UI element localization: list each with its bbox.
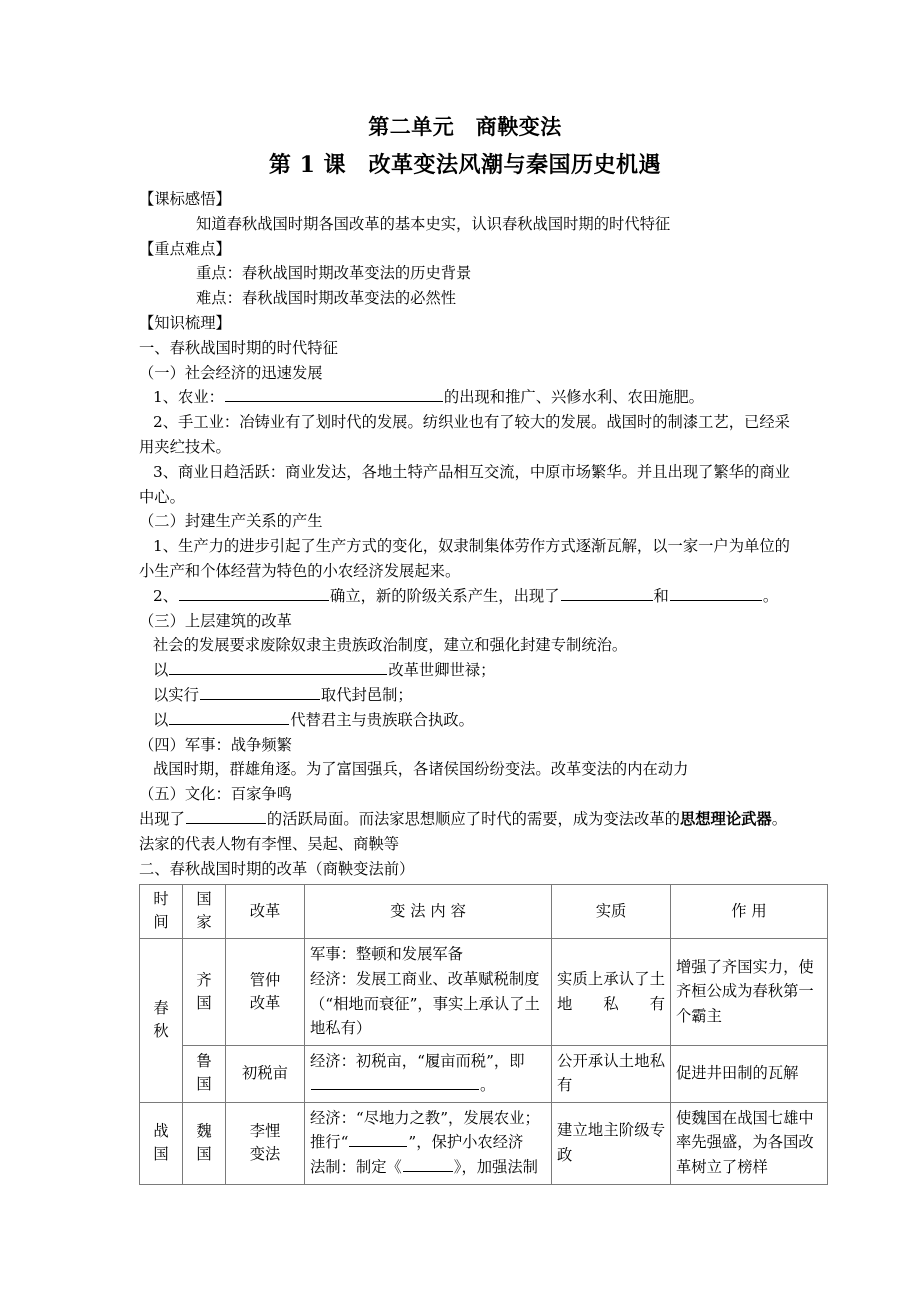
item-agriculture-post: 的出现和推广、兴修水利、农田施肥。 [443, 388, 704, 407]
row-content-wei [305, 1102, 552, 1184]
culture-pre: 出现了 [139, 809, 185, 828]
row-content-lu [305, 1045, 552, 1102]
row-reform-line2: 改革 [249, 993, 281, 1012]
row-essence-qi: 实质上承认了土地私有 [552, 939, 671, 1045]
content-line-economy [310, 1049, 546, 1074]
superstructure-item-b [139, 683, 791, 708]
super-a-pre: 以 [153, 661, 169, 680]
row-reform-likui [226, 1102, 305, 1184]
content-line3-pre: 法制：制定《 [310, 1158, 402, 1177]
item-class-and: 和 [653, 586, 669, 605]
item-class-mid: 确立，新的阶级关系产生，出现了 [330, 586, 560, 605]
header-reform: 改革 [226, 885, 305, 939]
reform-comparison-table [139, 884, 828, 1184]
table-row [140, 939, 828, 1045]
row-essence-lu: 公开承认土地私有 [552, 1045, 671, 1102]
table-row [140, 1102, 828, 1184]
wei-law-blank[interactable] [403, 1156, 453, 1172]
military-body: 战国时期，群雄角逐。为了富国强兵，各诸侯国纷纷变法。改革变法的内在动力 [153, 760, 689, 779]
part-one-title: 一、春秋战国时期的时代特征 [139, 338, 338, 357]
header-time-line2: 间 [153, 913, 169, 932]
document-content [139, 112, 814, 1185]
content-line-economy: 经济：发展工商业、改革赋税制度（“相地而衰征”，事实上承认了土地私有） [310, 969, 540, 1038]
row-effect-wei: 使魏国在战国七雄中率先强盛，为各国改革树立了榜样 [671, 1102, 828, 1184]
superstructure-intro: 社会的发展要求废除奴隶主贵族政治制度，建立和强化封建专制统治。 [153, 636, 628, 655]
item-handicraft: 2、手工业：冶铸业有了划时代的发展。纺织业也有了较大的发展。战国时的制漆工艺，已经采用夹纻技术。 [139, 413, 790, 456]
content-post: 。 [480, 1076, 496, 1095]
row-essence-wei: 建立地主阶级专政 [552, 1102, 671, 1184]
class-blank-2[interactable] [561, 585, 653, 601]
item-productivity: 1、生产力的进步引起了生产方式的变化，奴隶制集体劳作方式逐渐瓦解，以一家一户为单位的小生产和个体经营为特色的小农经济发展起来。 [139, 537, 790, 580]
item-agriculture-pre: 1、农业： [153, 388, 224, 407]
row-time-line1: 战 [153, 1121, 169, 1140]
item-class-relations [139, 584, 791, 609]
wei-policy-blank[interactable] [349, 1131, 407, 1147]
content-line-law [310, 1155, 546, 1180]
row-time-line1: 春 [153, 999, 169, 1018]
super-c-pre: 以 [153, 710, 169, 729]
unit-title: 第二单元 商鞅变法 [368, 114, 562, 139]
row-effect-qi: 增强了齐国实力，使齐桓公成为春秋第一个霸主 [671, 939, 828, 1045]
content-line-economy: 经济：“尽地力之教”，发展农业； [310, 1108, 540, 1127]
item-class-end: 。 [762, 586, 779, 605]
row-reform-line2: 变法 [249, 1144, 281, 1163]
content-line-military: 军事：整顿和发展军备 [310, 945, 463, 964]
row-state-line1: 齐 [196, 970, 212, 989]
focus-point: 重点：春秋战国时期改革变法的历史背景 [196, 264, 472, 283]
super-blank-a[interactable] [169, 659, 387, 675]
content-blank-line [310, 1073, 546, 1098]
agriculture-blank[interactable] [225, 386, 443, 402]
row-time-line2: 国 [153, 1144, 169, 1163]
table-header-row [140, 885, 828, 939]
content-line3-post: 》，加强法制 [453, 1158, 538, 1177]
class-blank-1[interactable] [179, 585, 329, 601]
table-row [140, 1045, 828, 1102]
row-reform-line1: 李悝 [249, 1121, 281, 1140]
row-reform-chushuimu: 初税亩 [226, 1045, 305, 1102]
lu-content-blank[interactable] [311, 1074, 479, 1090]
super-a-post: 改革世卿世禄； [388, 661, 496, 680]
row-reform-guanzhong [226, 939, 305, 1045]
header-state-line1: 国 [196, 890, 212, 909]
sub-five-title: （五）文化：百家争鸣 [139, 785, 292, 804]
sub-three-title: （三）上层建筑的改革 [139, 611, 292, 630]
super-b-pre: 以实行 [153, 685, 199, 704]
row-state-line2: 国 [196, 993, 212, 1012]
row-state-line1: 魏 [196, 1121, 212, 1140]
header-essence: 实质 [552, 885, 671, 939]
culture-end: 。法家的代表人物有李悝、吴起、商鞅等 [139, 809, 788, 853]
header-time [140, 885, 183, 939]
focus-heading: 【重点难点】 [139, 239, 231, 258]
knowledge-heading: 【知识梳理】 [139, 313, 231, 332]
row-effect-lu: 促进井田制的瓦解 [671, 1045, 828, 1102]
sub-four-title: （四）军事：战争频繁 [139, 735, 292, 754]
header-state-line2: 家 [196, 913, 212, 932]
content-line2-post: ”，保护小农经济 [408, 1133, 524, 1152]
difficult-point: 难点：春秋战国时期改革变法的必然性 [196, 289, 457, 308]
content-line-policy [310, 1130, 546, 1155]
culture-body [139, 807, 791, 857]
super-blank-b[interactable] [200, 684, 320, 700]
header-state [183, 885, 226, 939]
culture-bold-term: 思想理论武器 [679, 809, 772, 828]
super-blank-c[interactable] [169, 709, 289, 725]
row-state-line2: 国 [196, 1144, 212, 1163]
header-effect: 作 用 [671, 885, 828, 939]
sub-one-title: （一）社会经济的迅速发展 [139, 363, 323, 382]
class-blank-3[interactable] [670, 585, 762, 601]
row-state-line1: 鲁 [196, 1052, 212, 1071]
superstructure-item-c [139, 708, 791, 733]
lesson-title: 第 1 课 改革变法风潮与秦国历史机遇 [268, 152, 662, 178]
row-state-wei [183, 1102, 226, 1184]
culture-mid: 的活跃局面。而法家思想顺应了时代的需要，成为变法改革的 [266, 809, 680, 828]
item-class-pre: 2、 [153, 586, 179, 605]
standard-body: 知道春秋战国时期各国改革的基本史实，认识春秋战国时期的时代特征 [196, 214, 671, 233]
superstructure-item-a [139, 658, 791, 683]
culture-blank[interactable] [186, 808, 266, 824]
header-time-line1: 时 [153, 890, 169, 909]
header-content: 变 法 内 容 [305, 885, 552, 939]
content-line2-pre: 推行“ [310, 1133, 349, 1152]
row-state-qi [183, 939, 226, 1045]
item-agriculture [139, 385, 791, 410]
super-b-post: 取代封邑制； [320, 685, 413, 704]
sub-two-title: （二）封建生产关系的产生 [139, 512, 323, 531]
row-time-line2: 秋 [153, 1022, 169, 1041]
super-c-post: 代替君主与贵族联合执政。 [290, 710, 474, 729]
row-reform-line1: 管仲 [249, 970, 281, 989]
row-time-spring-autumn [140, 939, 183, 1103]
row-content-qi [305, 939, 552, 1045]
item-commerce: 3、商业日趋活跃：商业发达，各地土特产品相互交流，中原市场繁华。并且出现了繁华的商业中心。 [139, 462, 790, 506]
content-pre: 经济：初税亩，“履亩而税”，即 [310, 1051, 525, 1070]
row-time-warring-states [140, 1102, 183, 1184]
row-state-lu [183, 1045, 226, 1102]
part-two-title: 二、春秋战国时期的改革（商鞅变法前） [139, 859, 415, 878]
row-state-line2: 国 [196, 1075, 212, 1094]
standard-heading: 【课标感悟】 [139, 190, 231, 208]
